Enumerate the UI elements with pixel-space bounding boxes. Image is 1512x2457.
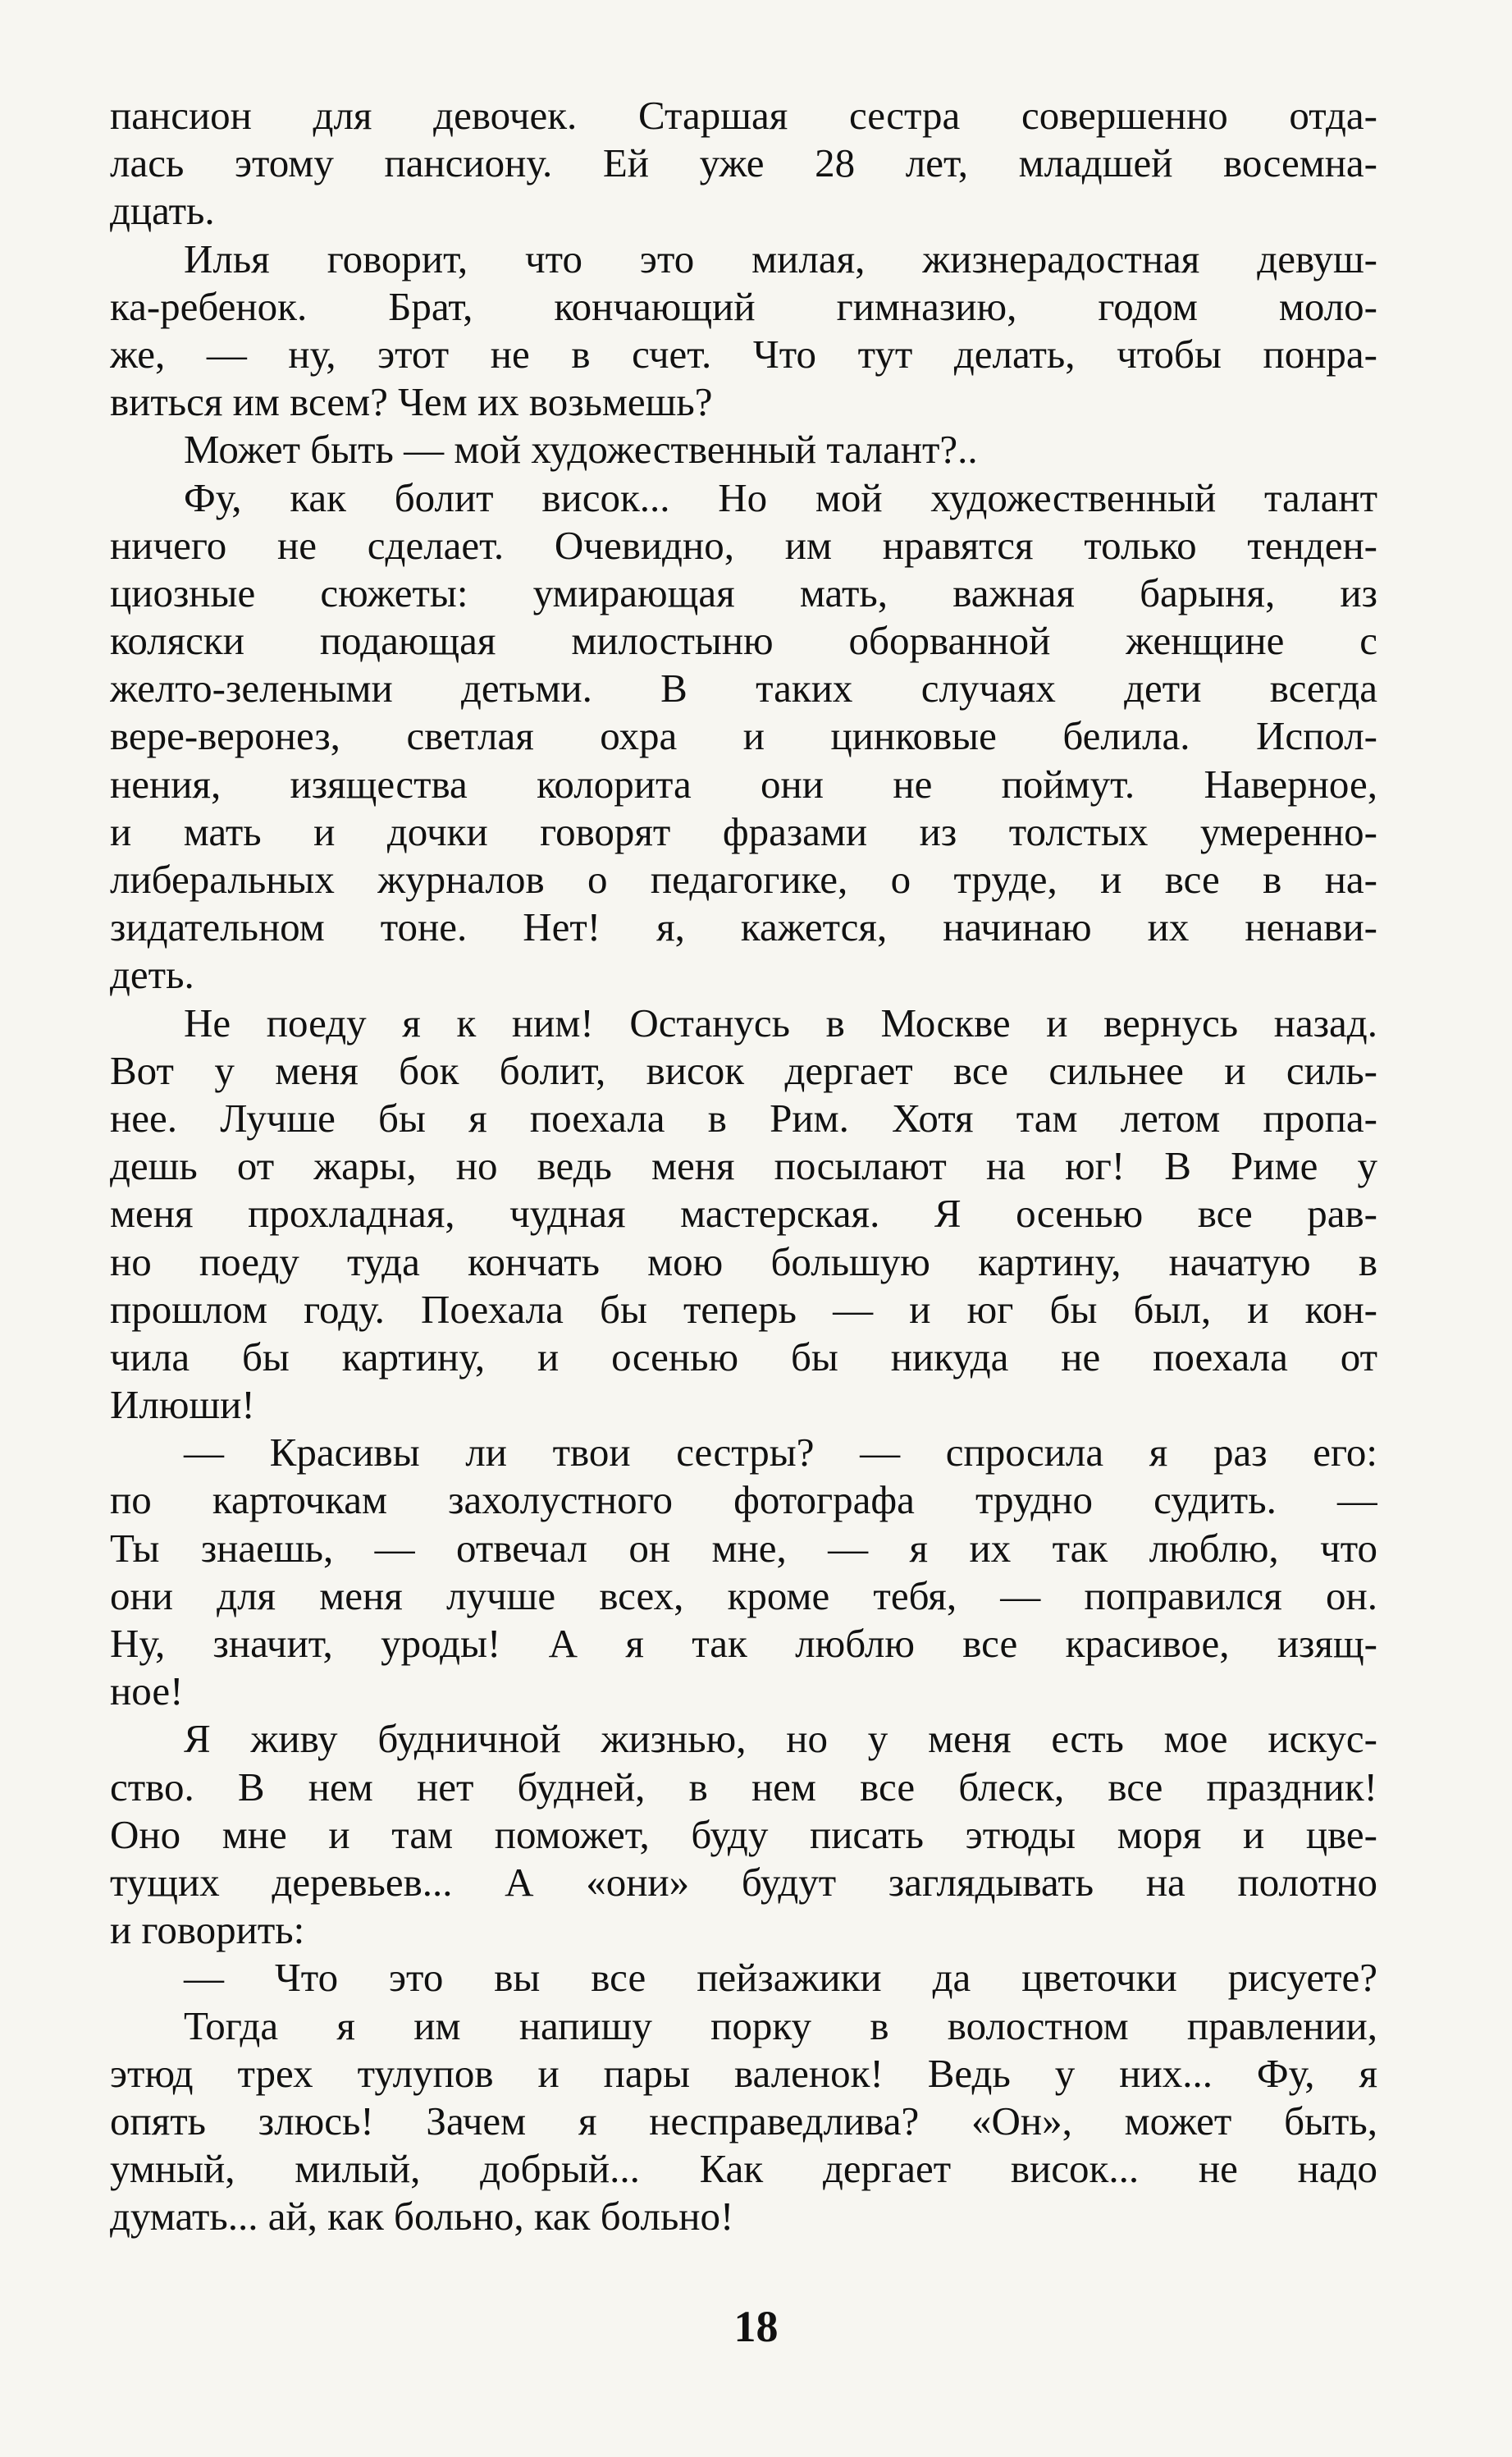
- text-line: ство. В нем нет будней, в нем все блеск, все праздник!: [110, 1764, 1377, 1810]
- text-line: же, — ну, этот не в счет. Что тут делать, чтобы понра-: [110, 331, 1377, 377]
- text-line: чила бы картину, и осенью бы никуда не поехала от: [110, 1334, 1377, 1379]
- text-line: зидательном тоне. Нет! я, кажется, начинаю их ненави-: [110, 904, 1377, 950]
- text-line: коляски подающая милостыню оборванной женщине с: [110, 618, 1377, 664]
- page-number: 18: [733, 2302, 779, 2351]
- text-line: и мать и дочки говорят фразами из толстых умеренно-: [110, 808, 1377, 854]
- page-text: [110, 92, 1377, 2240]
- text-line: виться им всем? Чем их возьмешь?: [110, 379, 713, 425]
- text-line: и говорить:: [110, 1907, 305, 1953]
- text-line: Я живу будничной жизнью, но у меня есть мое искус-: [184, 1716, 1377, 1762]
- text-line: Может быть — мой художественный талант?..: [184, 427, 978, 473]
- text-line: умный, милый, добрый... Как дергает висок... не надо: [110, 2146, 1377, 2192]
- text-line: меня прохладная, чудная мастерская. Я осенью все рав-: [110, 1191, 1377, 1237]
- text-line: ное!: [110, 1668, 184, 1714]
- text-line: они для меня лучше всех, кроме тебя, — поправился он.: [110, 1572, 1377, 1618]
- text-line: Тогда я им напишу порку в волостном правлении,: [184, 2002, 1377, 2048]
- text-line: опять злюсь! Зачем я несправедлива? «Он», может быть,: [110, 2098, 1377, 2144]
- text-line: но поеду туда кончать мою большую картину, начатую в: [110, 1238, 1377, 1284]
- text-line: Не поеду я к ним! Останусь в Москве и вернусь назад.: [184, 1000, 1377, 1045]
- text-line: Илюши!: [110, 1382, 255, 1428]
- text-line: дцать.: [110, 188, 215, 234]
- text-line: Оно мне и там поможет, буду писать этюды моря и цве-: [110, 1811, 1377, 1857]
- text-line: ничего не сделает. Очевидно, им нравятся только тенден-: [110, 522, 1377, 568]
- text-line: вере-веронез, светлая охра и цинковые белила. Испол-: [110, 713, 1377, 759]
- text-line: Илья говорит, что это милая, жизнерадостная девуш-: [184, 236, 1377, 281]
- text-line: — Красивы ли твои сестры? — спросила я раз его:: [184, 1430, 1377, 1476]
- text-line: Вот у меня бок болит, висок дергает все сильнее и силь-: [110, 1047, 1377, 1093]
- text-line: думать... ай, как больно, как больно!: [110, 2194, 734, 2240]
- text-line: тущих деревьев... А «они» будут заглядывать на полотно: [110, 1859, 1377, 1905]
- text-line: деть.: [110, 952, 194, 998]
- text-line: Фу, как болит висок... Но мой художественный талант: [184, 474, 1377, 520]
- text-line: лась этому пансиону. Ей уже 28 лет, младшей восемна-: [110, 140, 1377, 186]
- text-line: Ты знаешь, — отвечал он мне, — я их так люблю, что: [110, 1525, 1377, 1571]
- text-line: этюд трех тулупов и пары валенок! Ведь у них... Фу, я: [110, 2050, 1377, 2096]
- text-line: дешь от жары, но ведь меня посылают на юг! В Риме у: [110, 1143, 1377, 1189]
- text-line: нее. Лучше бы я поехала в Рим. Хотя там летом пропа-: [110, 1095, 1377, 1141]
- text-line: желто-зелеными детьми. В таких случаях дети всегда: [110, 666, 1377, 711]
- text-line: пансион для девочек. Старшая сестра совершенно отда-: [110, 93, 1377, 138]
- text-line: нения, изящества колорита они не поймут. Наверное,: [110, 761, 1377, 807]
- text-line: ка-ребенок. Брат, кончающий гимназию, годом моло-: [110, 283, 1377, 329]
- text-line: Ну, значит, уроды! А я так люблю все красивое, изящ-: [110, 1621, 1377, 1666]
- text-line: прошлом году. Поехала бы теперь — и юг бы был, и кон-: [110, 1286, 1377, 1332]
- text-line: либеральных журналов о педагогике, о труде, и все в на-: [110, 857, 1377, 902]
- text-line: циозные сюжеты: умирающая мать, важная барыня, из: [110, 570, 1377, 615]
- text-line: — Что это вы все пейзажики да цветочки рисуете?: [184, 1955, 1377, 2001]
- text-line: по карточкам захолустного фотографа трудно судить. —: [110, 1477, 1377, 1523]
